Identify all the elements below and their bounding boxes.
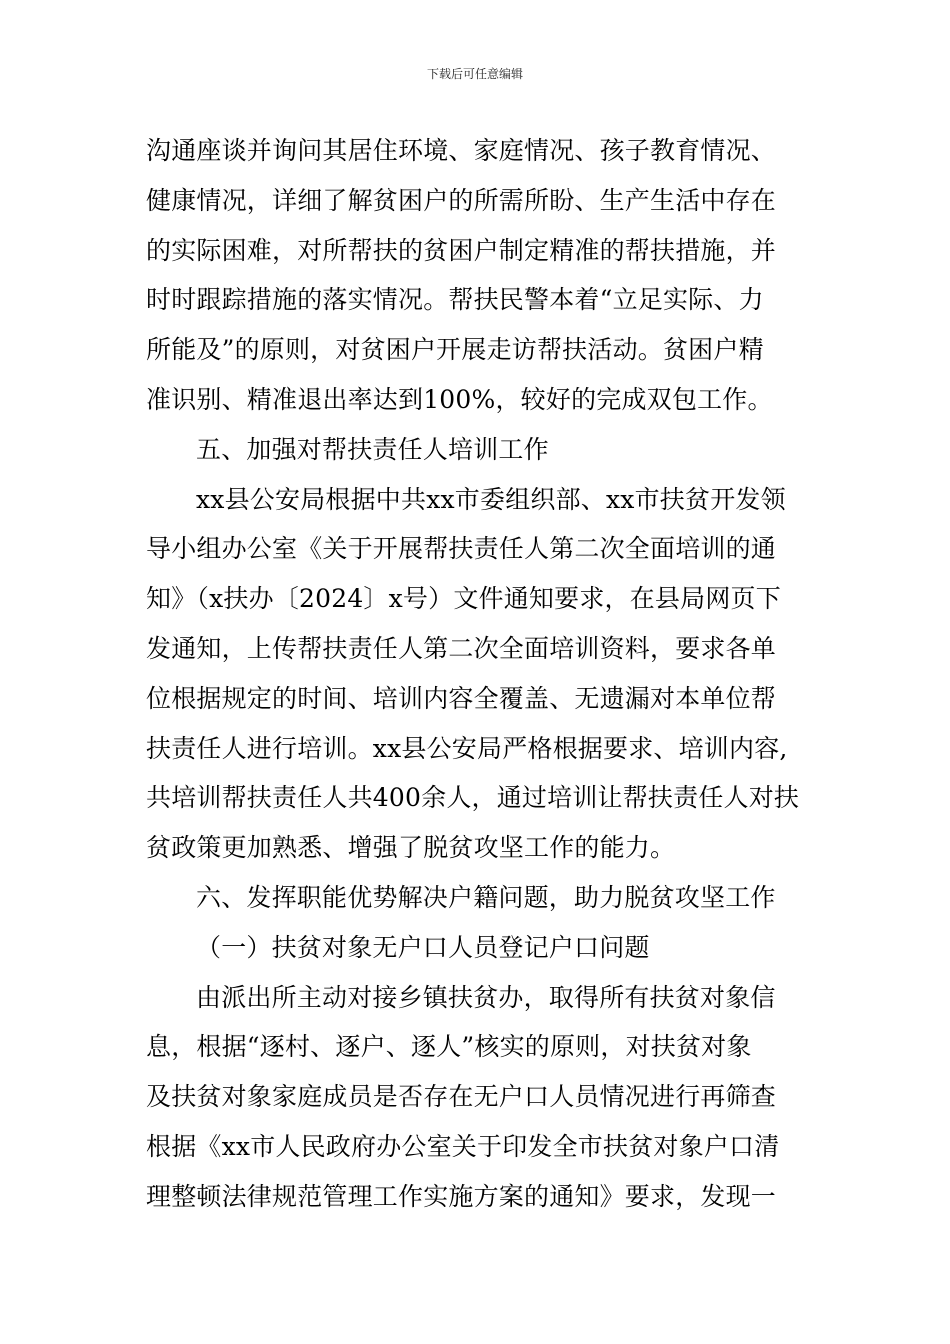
paragraph-line: 息，根据“逐村、逐户、逐人”核实的原则，对扶贫对象 [146, 1032, 752, 1062]
paragraph-line: 由派出所主动对接乡镇扶贫办，取得所有扶贫对象信 [196, 982, 776, 1012]
section-heading-6: 六、发挥职能优势解决户籍问题，助力脱贫攻坚工作 [196, 882, 776, 912]
page-header-note: 下载后可任意编辑 [426, 67, 523, 81]
paragraph-line: 扶责任人进行培训。xx县公安局严格根据要求、培训内容, [146, 733, 788, 763]
subsection-heading-1: （一）扶贫对象无户口人员登记户口问题 [196, 932, 650, 962]
paragraph-line: 所能及”的原则，对贫困户开展走访帮扶活动。贫困户精 [146, 335, 764, 365]
paragraph-line: 时时跟踪措施的落实情况。帮扶民警本着“立足实际、力 [146, 285, 764, 315]
paragraph-line: 共培训帮扶责任人共400余人，通过培训让帮扶责任人对扶 [146, 783, 800, 813]
paragraph-line: 沟通座谈并询问其居住环境、家庭情况、孩子教育情况、 [146, 136, 777, 165]
paragraph-line: 及扶贫对象家庭成员是否存在无户口人员情况进行再筛查 [146, 1082, 777, 1112]
document-body [146, 126, 810, 1222]
paragraph-line: xx县公安局根据中共xx市委组织部、xx市扶贫开发领 [196, 484, 786, 514]
paragraph-line: 健康情况，详细了解贫困户的所需所盼、生产生活中存在 [146, 185, 777, 215]
paragraph-line: 准识别、精准退出率达到100%，较好的完成双包工作。 [146, 384, 773, 414]
paragraph-line: 知》（x扶办〔2024〕x号）文件通知要求，在县局网页下 [146, 584, 781, 614]
paragraph-line: 理整顿法律规范管理工作实施方案的通知》要求，发现一 [146, 1181, 777, 1211]
paragraph-line: 位根据规定的时间、培训内容全覆盖、无遗漏对本单位帮 [146, 683, 777, 713]
paragraph-line: 的实际困难，对所帮扶的贫困户制定精准的帮扶措施，并 [146, 235, 777, 265]
paragraph-line: 根据《xx市人民政府办公室关于印发全市扶贫对象户口清 [146, 1131, 780, 1161]
paragraph-line: 贫政策更加熟悉、增强了脱贫攻坚工作的能力。 [146, 833, 676, 863]
paragraph-line: 导小组办公室《关于开展帮扶责任人第二次全面培训的通 [146, 534, 777, 564]
section-heading-5: 五、加强对帮扶责任人培训工作 [196, 434, 549, 464]
paragraph-line: 发通知，上传帮扶责任人第二次全面培训资料，要求各单 [146, 633, 777, 663]
